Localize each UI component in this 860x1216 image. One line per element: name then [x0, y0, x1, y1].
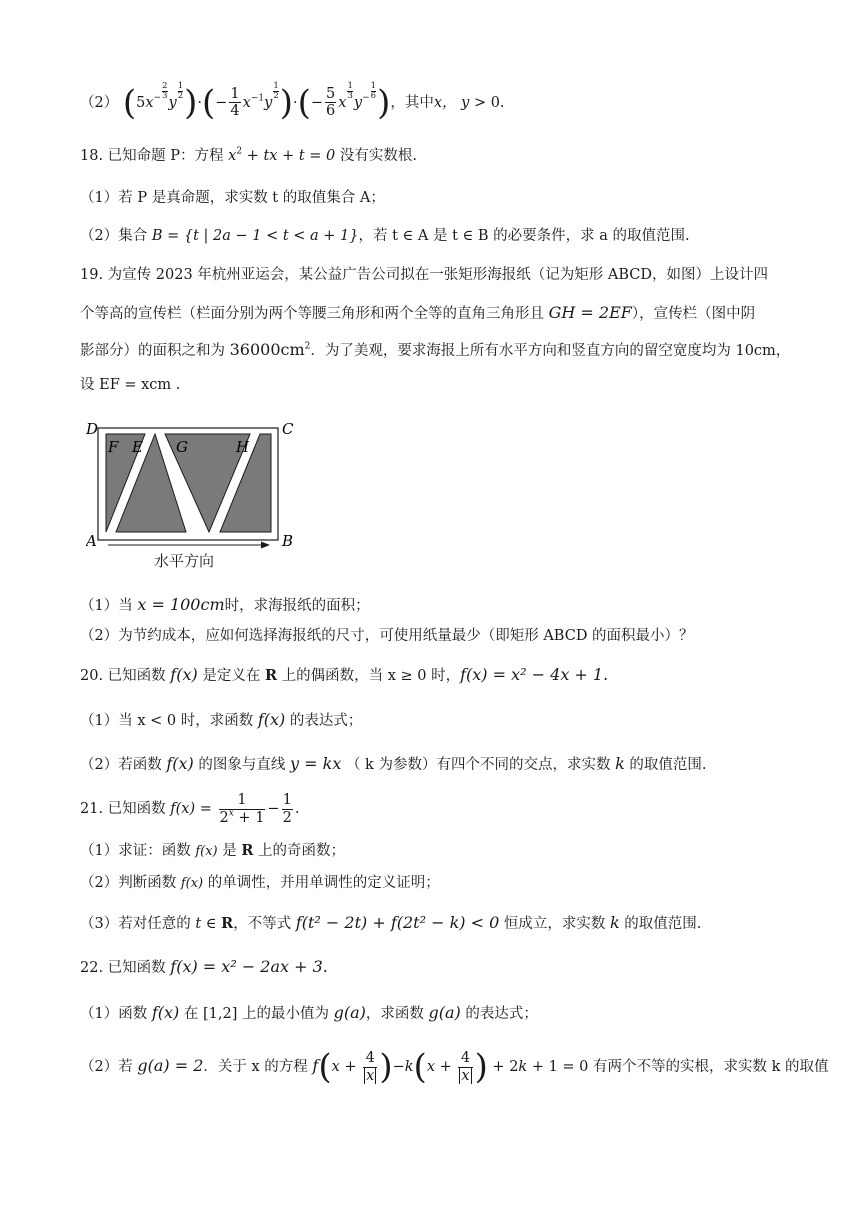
q20-part2: （2）若函数 f(x) 的图象与直线 y = kx （ k 为参数）有四个不同的交点，求实数 k 的取值范围. — [80, 754, 707, 773]
q19-part2: （2）为节约成本，应如何选择海报纸的尺寸，可使用纸量最少（即矩形 ABCD 的面积最小）？ — [80, 628, 694, 644]
label-c: C — [282, 420, 294, 438]
q18-part1: （1）若 P 是真命题，求实数 t 的取值集合 A； — [80, 190, 385, 206]
label-g: G — [176, 438, 188, 456]
q19-line3: 影部分）的面积之和为 $36000cm^2$．为了美观，要求海报上所有水平方向和竖直方向的留空宽度均为 10cm， — [80, 340, 791, 359]
q19-line4: 设 EF = xcm . — [80, 377, 181, 393]
poster-figure — [86, 418, 296, 553]
label-f: F — [108, 438, 119, 456]
arrow-head-icon — [261, 542, 270, 549]
q22-part1: （1）函数 f(x) 在 [1,2] 上的最小值为 g(a)，求函数 g(a) 的表达式； — [80, 1003, 538, 1022]
q19-line2: 个等高的宣传栏（栏面分别为两个等腰三角形和两个全等的直角三角形且 GH = 2EF），宣传栏（图中阴 — [80, 303, 756, 322]
q19-line1: 19. 为宣传 2023 年杭州亚运会，某公益广告公司拟在一张矩形海报纸（记为矩形 ABCD，如图）上设计四 — [80, 267, 769, 283]
q21-stem: 21. 已知函数 f(x) = $\frac{1}{2^x + 1}$ − $\frac{1}{2}$ . — [80, 792, 300, 826]
label-a: A — [86, 532, 97, 550]
label-b: B — [282, 532, 294, 550]
q21-part3: （3）若对任意的 t ∈ R，不等式 f(t² − 2t) + f(2t² − k) < 0 恒成立，求实数 k 的取值范围. — [80, 913, 702, 932]
q20-stem: 20. 已知函数 f(x) 是定义在 R 上的偶函数，当 x ≥ 0 时，f(x) = x² − 4x + 1. — [80, 665, 609, 684]
arrow-label: 水平方向 — [154, 552, 215, 570]
q18-part2: （2）集合 B = {t | 2a − 1 < t < a + 1}，若 t ∈ A 是 t ∈ B 的必要条件，求 a 的取值范围. — [80, 228, 690, 244]
q18-stem: 18. 已知命题 P：方程 $x^2$ + tx + t = 0 没有实数根. — [80, 146, 417, 164]
q22-stem: 22. 已知函数 f(x) = x² − 2ax + 3. — [80, 957, 328, 976]
label-e: E — [132, 438, 143, 456]
q17-part2-label: （2） — [80, 94, 119, 111]
q17-part2: （2） ($5x^{- \frac{2}{3}}$ y $^{\frac{1}{2}}$ )·(− $\frac{1}{4}$ $x^{-1}y$ $^{\frac{1}{2}}$ )·(− $\frac{5}{6}$ x $^{\frac{1}{3}}$ $y^{- \frac{1}{6}}$ )，其中x， y > 0. — [80, 81, 505, 123]
q21-part1: （1）求证：函数 f(x) 是 R 上的奇函数； — [80, 842, 346, 859]
label-h: H — [236, 438, 250, 456]
q19-part1: （1）当 x = 100cm时，求海报纸的面积； — [80, 595, 370, 614]
label-d: D — [86, 420, 99, 438]
q20-part1: （1）当 x < 0 时，求函数 f(x) 的表达式； — [80, 710, 363, 729]
q21-part2: （2）判断函数 f(x) 的单调性，并用单调性的定义证明； — [80, 875, 440, 891]
q22-part2: （2）若 g(a) = 2．关于 x 的方程 f(x + $\frac{4}{x}$ )−k(x + $\frac{4}{x}$ ) + 2k + 1 = 0 有两个不等的实根，求实数 k 的取值 — [80, 1047, 829, 1088]
